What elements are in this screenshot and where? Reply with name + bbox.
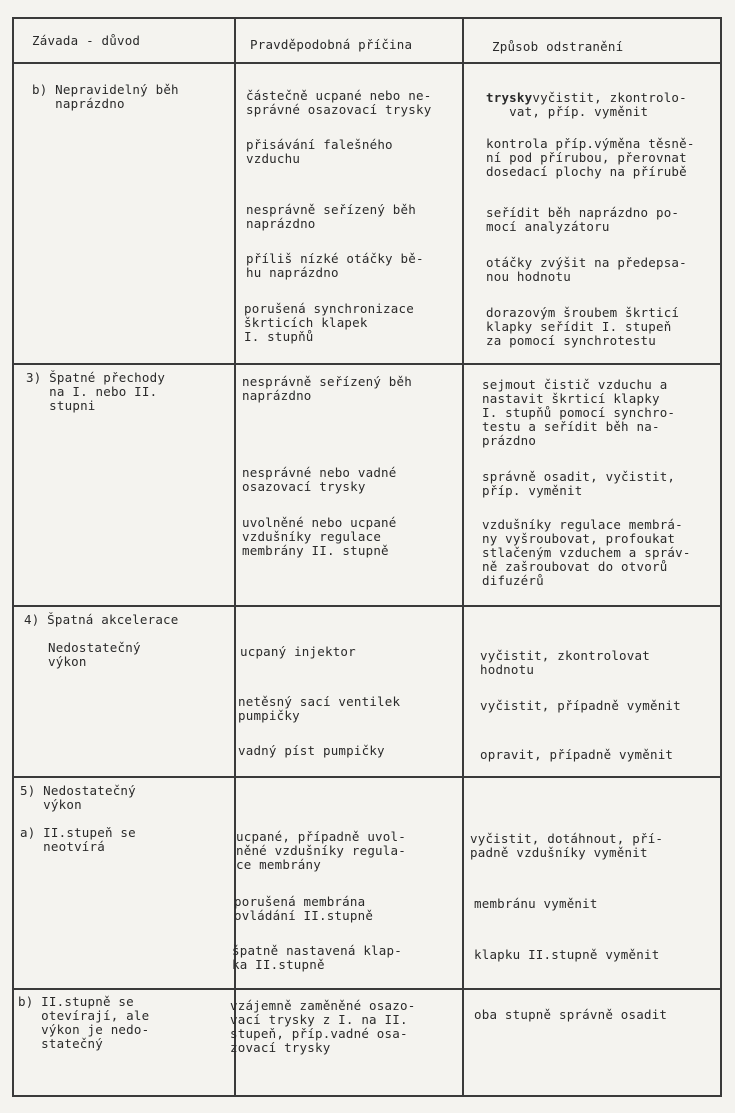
table-border-top	[12, 17, 722, 19]
remedy-text: membránu vyměnit	[474, 896, 598, 911]
table-border-bottom	[12, 1095, 722, 1097]
subfault-label: Nedostatečný výkon	[48, 640, 141, 669]
remedy-text: dorazovým šroubem škrticí klapky seřídit I. stupeň za pomocí synchrotestu	[486, 305, 680, 348]
remedy-text: vyčistit, dotáhnout, pří- padně vzdušníky vyměnit	[470, 831, 664, 860]
fault-label: b) Nepravidelný běh naprázdno	[32, 82, 179, 111]
cause-text: nesprávně seřízený běh naprázdno	[242, 374, 412, 403]
remedy-continuation: vyčistit, zkontrolo- vat, příp. vyměnit	[509, 90, 687, 119]
header-divider	[12, 62, 722, 64]
fault-label: 5) Nedostatečný výkon	[20, 783, 136, 812]
table-border-left	[12, 17, 14, 1097]
cause-text: příliš nízké otáčky bě- hu naprázdno	[246, 251, 424, 280]
remedy-text: správně osadit, vyčistit, příp. vyměnit	[482, 469, 676, 498]
cause-text: přisávání falešného vzduchu	[246, 137, 393, 166]
cause-text: porušená membrána ovládání II.stupně	[234, 894, 374, 923]
remedy-keyword: trysky	[486, 90, 533, 105]
section-divider	[12, 605, 722, 607]
header-remedy: Způsob odstranění	[492, 39, 624, 54]
fault-label: 3) Špatné přechody na I. nebo II. stupni	[26, 370, 166, 413]
cause-text: netěsný sací ventilek pumpičky	[238, 694, 401, 723]
remedy-text: vyčistit, případně vyměnit	[480, 698, 681, 713]
cause-text: částečně ucpané nebo ne- správné osazovací trysky	[246, 88, 432, 117]
table-border-right	[720, 17, 722, 1097]
section-divider	[12, 776, 722, 778]
cause-text: špatně nastavená klap- ka II.stupně	[232, 943, 402, 972]
cause-text: porušená synchronizace škrticích klapek I. stupňů	[244, 301, 414, 344]
cause-text: ucpané, případně uvol- něné vzdušníky regula- ce membrány	[236, 829, 406, 872]
section-divider	[12, 988, 722, 990]
remedy-text	[486, 91, 687, 119]
remedy-text: klapku II.stupně vyměnit	[474, 947, 660, 962]
remedy-text: vyčistit, zkontrolovat hodnotu	[480, 648, 650, 677]
cause-text: nesprávné nebo vadné osazovací trysky	[242, 465, 397, 494]
cause-text: vzájemně zaměněné osazo- vací trysky z I. na II. stupeň, příp.vadné osa- zovací trysky	[230, 998, 416, 1055]
remedy-text: opravit, případně vyměnit	[480, 747, 674, 762]
subfault-label: a) II.stupeň se neotvírá	[20, 825, 136, 854]
remedy-text: seřídit běh naprázdno po- mocí analyzátoru	[486, 205, 680, 234]
cause-text: vadný píst pumpičky	[238, 743, 385, 758]
remedy-text: kontrola příp.výměna těsně- ní pod přírubou, přerovnat dosedací plochy na přírubě	[486, 136, 695, 179]
fault-label: b) II.stupně se otevírají, ale výkon je nedo- statečný	[18, 994, 150, 1051]
column-divider-2	[462, 17, 464, 1097]
cause-text: ucpaný injektor	[240, 644, 356, 659]
cause-text: nesprávně seřízený běh naprázdno	[246, 202, 416, 231]
column-divider-1	[234, 17, 236, 1097]
cause-text: uvolněné nebo ucpané vzdušníky regulace membrány II. stupně	[242, 515, 397, 558]
remedy-text: vzdušníky regulace membrá- ny vyšroubovat, profoukat stlačeným vzduchem a správ- ně zašroubovat do otvorů difuzérů	[482, 517, 691, 588]
remedy-text: sejmout čistič vzduchu a nastavit škrticí klapky I. stupňů pomocí synchro- testu a seřídit běh na- prázdno	[482, 377, 676, 448]
remedy-text: oba stupně správně osadit	[474, 1007, 668, 1022]
header-cause: Pravděpodobná příčina	[250, 37, 413, 52]
section-divider	[12, 363, 722, 365]
remedy-text: otáčky zvýšit na předepsa- nou hodnotu	[486, 255, 687, 284]
header-fault: Závada - důvod	[32, 33, 141, 48]
fault-label: 4) Špatná akcelerace	[24, 612, 179, 627]
